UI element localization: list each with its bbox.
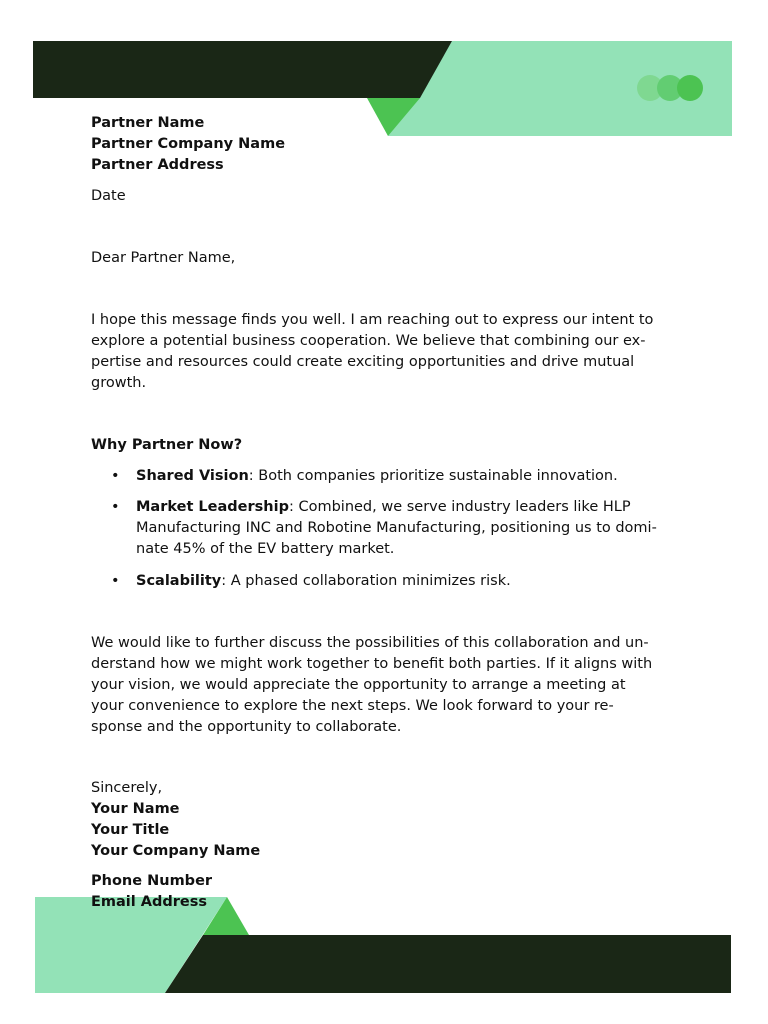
intro-line: I hope this message finds you well. I am reaching out to express our intent to	[91, 312, 654, 328]
bullet-marker: •	[111, 573, 120, 589]
sender-phone: Phone Number	[91, 873, 213, 889]
closing-line: your vision, we would appreciate the opportunity to arrange a meeting at	[91, 677, 626, 693]
recipient-address: Partner Address	[91, 157, 224, 173]
recipient-company: Partner Company Name	[91, 136, 286, 152]
closing-line: sponse and the opportunity to collaborate.	[91, 719, 402, 735]
bullet-text: : Combined, we serve industry leaders like HLP	[288, 499, 631, 515]
intro-line: pertise and resources could create exciting opportunities and drive mutual	[91, 354, 635, 370]
intro-line: growth.	[91, 375, 147, 391]
bullet-marker: •	[111, 468, 120, 484]
bullet-title: Shared Vision	[136, 468, 249, 484]
sender-company: Your Company Name	[91, 843, 261, 859]
closing-line: We would like to further discuss the possibilities of this collaboration and un-	[91, 635, 649, 651]
section-heading: Why Partner Now?	[91, 437, 243, 453]
bullet-text: : Both companies prioritize sustainable innovation.	[248, 468, 618, 484]
bullet-text: Manufacturing INC and Robotine Manufacturing, positioning us to domi-	[136, 520, 657, 536]
letter-date: Date	[91, 188, 126, 204]
closing-line: your convenience to explore the next steps. We look forward to your re-	[91, 698, 614, 714]
bullet-text: : A phased collaboration minimizes risk.	[221, 573, 511, 589]
intro-line: explore a potential business cooperation. We believe that combining our ex-	[91, 333, 646, 349]
sender-name: Your Name	[91, 801, 180, 817]
bullet-text: nate 45% of the EV battery market.	[136, 541, 395, 557]
closing-paragraph	[91, 633, 691, 738]
bullet-marker: •	[111, 499, 120, 515]
intro-paragraph	[91, 310, 691, 394]
header-dark-band	[33, 41, 452, 98]
sender-email: Email Address	[91, 894, 208, 910]
signoff: Sincerely,	[91, 780, 163, 796]
sender-title: Your Title	[91, 822, 170, 838]
bullet-title: Market Leadership	[136, 499, 289, 515]
header-dot-bright	[677, 75, 703, 101]
recipient-name: Partner Name	[91, 115, 205, 131]
closing-line: derstand how we might work together to benefit both parties. If it aligns with	[91, 656, 653, 672]
bullet-title: Scalability	[136, 573, 222, 589]
salutation: Dear Partner Name,	[91, 250, 236, 266]
footer-dark-band	[165, 935, 731, 993]
